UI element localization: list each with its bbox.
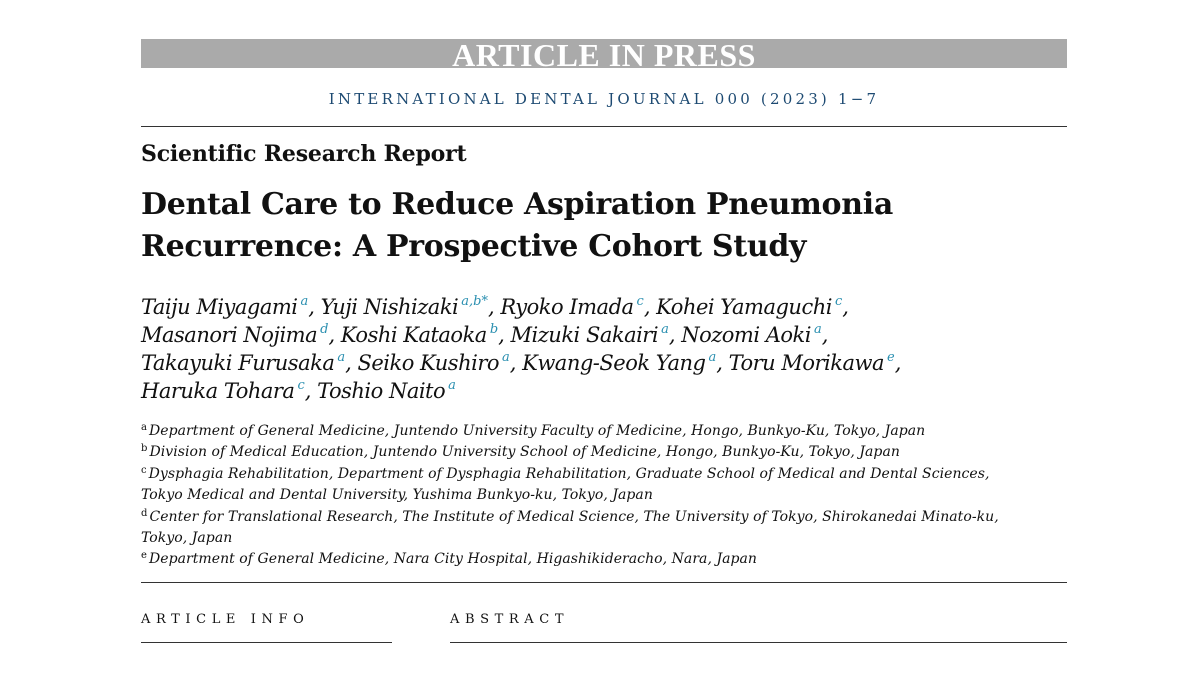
affiliation-item	[141, 421, 1071, 442]
author-separator: ,	[487, 295, 501, 319]
author-affiliation-mark[interactable]: c	[636, 294, 644, 309]
affiliation-item	[141, 442, 1071, 463]
author-separator: ,	[328, 323, 341, 347]
author-affiliation-mark[interactable]: e	[887, 350, 895, 365]
author-separator: ,	[668, 323, 682, 347]
author-affiliation-mark[interactable]: a	[813, 322, 822, 337]
affiliation-divider	[141, 582, 1067, 583]
affiliation-text: Dysphagia Rehabilitation, Department of Dysphagia Rehabilitation, Graduate School of Medical and Dental Sciences,	[148, 465, 990, 482]
author-name: Yuji Nishizaki	[320, 295, 459, 319]
abstract-heading: ABSTRACT	[450, 612, 570, 627]
author-separator: ,	[498, 323, 511, 347]
affiliation-key: e	[141, 550, 147, 562]
author-name: Koshi Kataoka	[340, 323, 487, 347]
author-affiliation-mark[interactable]: c	[834, 294, 843, 309]
affiliation-key: a	[141, 422, 148, 433]
author-affiliation-mark[interactable]: a	[448, 378, 456, 393]
author-separator: ,	[345, 351, 358, 375]
author-list	[141, 293, 1071, 405]
affiliation-item	[141, 549, 1071, 570]
author-affiliation-mark[interactable]: a	[300, 294, 309, 309]
author-separator: ,	[716, 351, 729, 375]
abstract-underline	[450, 642, 1067, 643]
author-separator: ,	[643, 295, 657, 319]
author-separator: ,	[842, 295, 849, 319]
affiliation-key: d	[141, 507, 148, 519]
author-affiliation-mark[interactable]: a	[337, 350, 346, 365]
article-type: Scientific Research Report	[141, 141, 467, 167]
author-affiliation-mark[interactable]: a	[708, 350, 717, 365]
author-name: Kwang-Seok Yang	[522, 351, 706, 375]
author-name: Toru Morikawa	[728, 351, 884, 375]
author-name: Toshio Naito	[317, 379, 446, 403]
header-divider	[141, 126, 1067, 127]
affiliation-key: c	[141, 464, 147, 476]
author-affiliation-mark[interactable]: d	[320, 322, 329, 337]
affiliation-item	[141, 464, 1071, 485]
author-affiliation-mark[interactable]: a	[661, 322, 669, 337]
author-separator: ,	[308, 295, 321, 319]
author-separator: ,	[894, 351, 901, 375]
affiliation-text: Division of Medical Education, Juntendo University School of Medicine, Hongo, Bunkyo-Ku, Tokyo, Japan	[149, 444, 900, 461]
author-separator: ,	[821, 323, 828, 347]
author-name: Nozomi Aoki	[681, 323, 811, 347]
article-info-underline	[141, 642, 392, 643]
article-title	[141, 184, 1041, 268]
author-affiliation-mark[interactable]: b	[489, 322, 499, 337]
author-line-4	[141, 379, 456, 403]
affiliation-item	[141, 507, 1071, 528]
author-name: Masanori Nojima	[141, 323, 318, 347]
affiliation-continuation: Tokyo Medical and Dental University, Yushima Bunkyo-ku, Tokyo, Japan	[141, 487, 653, 504]
author-separator: ,	[304, 379, 318, 403]
journal-citation: INTERNATIONAL DENTAL JOURNAL 000 (2023) 1−7	[328, 90, 880, 108]
affiliation-continuation: Tokyo, Japan	[141, 530, 233, 547]
author-name: Mizuki Sakairi	[510, 323, 659, 347]
author-line-2	[141, 323, 828, 347]
article-info-heading: ARTICLE INFO	[141, 612, 310, 627]
article-in-press-banner	[141, 39, 1067, 68]
author-name: Ryoko Imada	[500, 295, 634, 319]
author-affiliation-mark[interactable]: a,b*	[461, 294, 488, 309]
author-name: Seiko Kushiro	[357, 351, 500, 375]
affiliation-text: Center for Translational Research, The Institute of Medical Science, The University of Tokyo, Shirokanedai Minato-ku,	[149, 508, 999, 525]
affiliation-text: Department of General Medicine, Juntendo University Faculty of Medicine, Hongo, Bunkyo-Ku, Tokyo, Japan	[149, 423, 926, 439]
author-name: Haruka Tohara	[141, 379, 295, 403]
author-name: Kohei Yamaguchi	[656, 295, 832, 319]
author-affiliation-mark[interactable]: c	[297, 378, 305, 393]
title-line-2: Recurrence: A Prospective Cohort Study	[141, 229, 807, 264]
banner-text: ARTICLE IN PRESS	[452, 39, 756, 68]
author-affiliation-mark[interactable]: a	[502, 350, 510, 365]
author-separator: ,	[509, 351, 523, 375]
author-name: Taiju Miyagami	[141, 295, 298, 319]
affiliation-text: Department of General Medicine, Nara City Hospital, Higashikideracho, Nara, Japan	[148, 551, 757, 568]
author-line-3	[141, 351, 901, 375]
author-name: Takayuki Furusaka	[141, 351, 335, 375]
affiliation-key: b	[141, 443, 148, 455]
title-line-1: Dental Care to Reduce Aspiration Pneumonia	[141, 187, 893, 222]
author-line-1	[141, 295, 848, 319]
affiliation-list	[141, 421, 1071, 571]
